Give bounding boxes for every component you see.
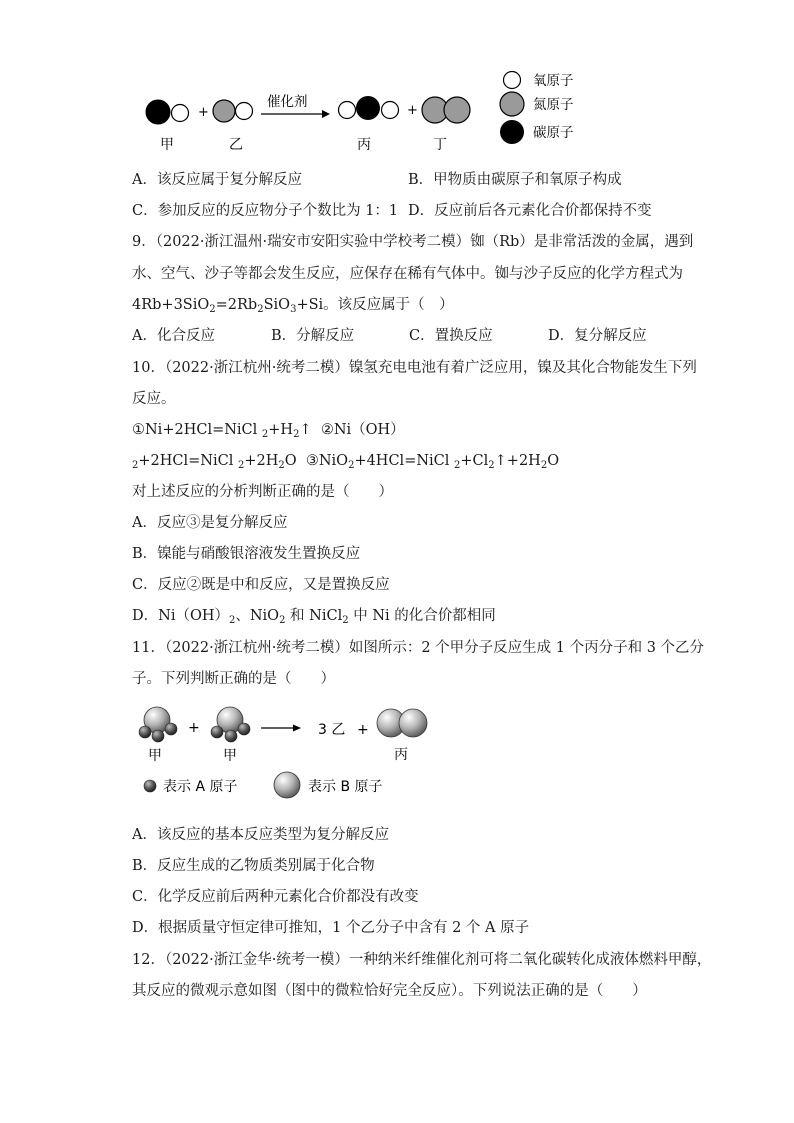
legend-oxygen-icon <box>504 72 521 89</box>
a-atom <box>238 723 250 735</box>
label-bing: 丙 <box>357 137 371 153</box>
label-jia: 甲 <box>148 748 162 764</box>
legend-nitrogen-label: 氮原子 <box>533 97 574 113</box>
q11-stem-line2: 子。下列判断正确的是（ ） <box>132 671 335 687</box>
q10-stem-line2: 反应。 <box>132 391 176 407</box>
q11-stem-line1: 11．（2022·浙江杭州·统考二模）如图所示：2 个甲分子反应生成 1 个丙分子和 3 个乙分 <box>132 640 705 656</box>
carbon-atom <box>146 100 170 124</box>
q8-option-c: C．参加反应的反应物分子个数比为 1：1 <box>132 203 399 219</box>
q10-equations-line1: ①Ni+2HCl=NiCl $_2+H_2↑$ ②Ni（OH） <box>132 422 405 440</box>
q10-option-c: C．反应②既是中和反应，又是置换反应 <box>132 577 390 593</box>
q9-stem-line1: 9．（2022·浙江温州·瑞安市安阳实验中学校考二模）铷（Rb）是非常活泼的金属，遇到 <box>132 234 694 250</box>
legend-oxygen-label: 氧原子 <box>533 73 574 89</box>
label-bing: 丙 <box>394 747 408 763</box>
carbon-atom <box>356 96 380 120</box>
plus-sign: + <box>357 722 369 738</box>
a-atom <box>211 726 223 738</box>
q10-equations-line2: $_2$+2HCl=NiCl $_2+2H_2O$ ③NiO$_2$+4HCl=NiCl $_2+Cl_2↑+2H_2O$ <box>132 453 560 471</box>
q9-stem-line3: $4Rb+3SiO_2=2Rb_2SiO_3+Si$。该反应属于（ ） <box>132 297 454 315</box>
legend-nitrogen-icon <box>500 92 524 116</box>
q9-option-c: C．置换反应 <box>409 328 493 344</box>
reaction-diagram-q11 <box>130 698 430 808</box>
q10-option-b: B．镍能与硝酸银溶液发生置换反应 <box>132 546 361 562</box>
oxygen-atom <box>236 103 253 120</box>
q11-option-d: D．根据质量守恒定律可推知，1 个乙分子中含有 2 个 A 原子 <box>132 920 530 936</box>
q8-option-b: B．甲物质由碳原子和氧原子构成 <box>408 172 622 188</box>
q8-option-d: D．反应前后各元素化合价都保持不变 <box>408 203 652 219</box>
a-atom <box>225 730 237 742</box>
q9-stem-suffix: 。该反应属于（ ） <box>323 297 454 313</box>
arrow-head-icon <box>293 725 301 732</box>
label-jia: 甲 <box>160 137 174 153</box>
legend-b-atom-icon <box>274 772 300 798</box>
plus-sign: + <box>198 105 209 120</box>
label-ding: 丁 <box>433 137 447 153</box>
q10-option-d-suffix: 中 Ni 的化合价都相同 <box>353 608 496 624</box>
plus-sign: + <box>407 103 418 118</box>
q9-stem-line2: 水、空气、沙子等都会发生反应，应保存在稀有气体中。铷与沙子反应的化学方程式为 <box>132 266 683 282</box>
legend-a-label: 表示 A 原子 <box>163 779 238 795</box>
q9-option-a: A．化合反应 <box>132 328 215 344</box>
oxygen-atom <box>339 102 356 119</box>
a-atom <box>152 730 164 742</box>
q10-stem-line1: 10．（2022·浙江杭州·统考二模）镍氢充电电池有着广泛应用，镍及其化合物能发生下列 <box>132 360 697 376</box>
nitrogen-atom <box>444 97 470 123</box>
q11-option-c: C．化学反应前后两种元素化合价都没有改变 <box>132 889 419 905</box>
nitrogen-atom <box>213 100 235 122</box>
a-atom <box>139 726 151 738</box>
a-atom <box>165 723 177 735</box>
arrow-head-icon <box>322 110 330 118</box>
b-atom <box>399 709 427 737</box>
legend-carbon-icon <box>500 120 524 144</box>
reaction-diagram-q8 <box>130 66 600 160</box>
catalyst-label: 催化剂 <box>267 94 308 110</box>
legend-b-label: 表示 B 原子 <box>308 779 383 795</box>
q10-stem-line5: 对上述反应的分析判断正确的是（ ） <box>132 484 393 500</box>
q8-option-a: A．该反应属于复分解反应 <box>132 172 302 188</box>
label-yi: 乙 <box>229 137 243 153</box>
oxygen-atom <box>172 105 189 122</box>
legend-a-atom-icon <box>144 780 156 792</box>
q9-option-d: D．复分解反应 <box>548 328 647 344</box>
q9-option-b: B．分解反应 <box>271 328 355 344</box>
q12-stem-line2: 其反应的微观示意如图（图中的微粒恰好完全反应）。下列说法正确的是（ ） <box>132 983 647 999</box>
oxygen-atom <box>382 102 399 119</box>
q12-stem-line1: 12．（2022·浙江金华·统考一模）一种纳米纤维催化剂可将二氧化碳转化成液体燃料甲醇， <box>132 952 712 968</box>
q10-option-a: A．反应③是复分解反应 <box>132 515 288 531</box>
q10-option-d: D．$Ni(OH)_2$、NiO$_2$ 和 NiCl$_2$ 中 Ni 的化合价都相同 <box>132 608 496 626</box>
q11-option-a: A．该反应的基本反应类型为复分解反应 <box>132 827 389 843</box>
product-yi: 3 乙 <box>318 722 346 738</box>
label-jia: 甲 <box>223 748 237 764</box>
legend-carbon-label: 碳原子 <box>533 125 574 141</box>
plus-sign: + <box>188 720 200 736</box>
q11-option-b: B．反应生成的乙物质类别属于化合物 <box>132 858 375 874</box>
